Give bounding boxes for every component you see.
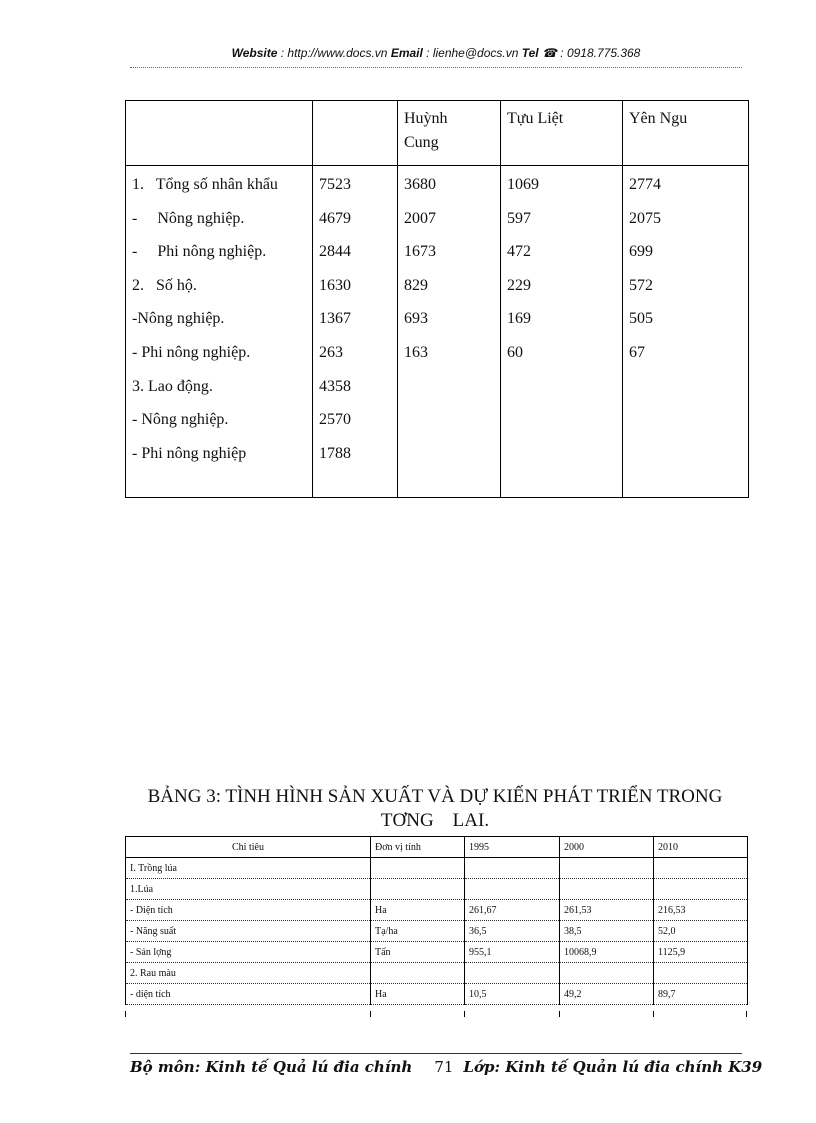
- table-cell: 169: [507, 310, 531, 328]
- table-cell: 36,5: [465, 921, 560, 942]
- table-cell: 89,7: [654, 984, 748, 1005]
- total-column: [313, 166, 398, 498]
- table-cell: 10,5: [465, 984, 560, 1005]
- table-row: [126, 963, 748, 984]
- table-cell: 955,1: [465, 942, 560, 963]
- table-cell: 2. Số hộ.: [132, 276, 197, 294]
- production-table-header: [126, 837, 748, 858]
- tel-label: Tel: [521, 46, 539, 60]
- table-cell: - Phi nông nghiệp.: [132, 243, 267, 261]
- email-label: Email: [390, 46, 423, 60]
- population-table-body: [126, 166, 749, 498]
- table-cell: 261,53: [560, 900, 654, 921]
- table-cell: 4679: [319, 209, 351, 227]
- table-cell: I. Trồng lúa: [126, 858, 371, 879]
- table-cell: Tấn: [371, 942, 465, 963]
- header-divider: [130, 67, 742, 68]
- table-cell: 2075: [629, 209, 661, 227]
- table-cell: 505: [629, 310, 653, 328]
- indicator-column: [126, 166, 313, 498]
- tuu-liet-column: [501, 166, 623, 498]
- footer-divider: [130, 1053, 742, 1054]
- table-cell: 38,5: [560, 921, 654, 942]
- footer-department: Bộ môn: Kinh tế Quả lú đia chính: [130, 1058, 413, 1076]
- table-cell: 693: [404, 310, 428, 328]
- table-row: [126, 984, 748, 1005]
- table-cell: 67: [629, 343, 645, 361]
- table-cell: 10068,9: [560, 942, 654, 963]
- table-cell: 699: [629, 243, 653, 261]
- table-cell: 1.Lúa: [126, 879, 371, 900]
- table-row: [126, 879, 748, 900]
- table-cell: Ha: [371, 984, 465, 1005]
- table-cell: [371, 879, 465, 900]
- table-cell: - Nông nghiệp.: [132, 411, 229, 429]
- table-cell: - Năng suất: [126, 921, 371, 942]
- table-cell: [560, 858, 654, 879]
- table-row: [126, 900, 748, 921]
- table-cell: 1. Tổng số nhân khẩu: [132, 176, 278, 193]
- header-cell: 2000: [560, 837, 654, 858]
- table-cell: - diện tích: [126, 984, 371, 1005]
- table-cell: 597: [507, 209, 531, 227]
- page-header: [130, 46, 742, 68]
- table-row: [126, 942, 748, 963]
- phone-icon: ☎: [541, 46, 557, 60]
- table-cell: [371, 963, 465, 984]
- table-cell: 2570: [319, 411, 351, 429]
- table-cell: 1630: [319, 276, 351, 294]
- header-cell: Yên Ngu: [623, 101, 749, 166]
- table-cell: - Sản lợng: [126, 942, 371, 963]
- page-number: 71: [434, 1058, 454, 1076]
- table-cell: 52,0: [654, 921, 748, 942]
- header-cell: 1995: [465, 837, 560, 858]
- table-cell: - Phi nông nghiệp: [132, 444, 247, 462]
- table-cell: -Nông nghiệp.: [132, 310, 225, 328]
- header-cell: 2010: [654, 837, 748, 858]
- header-cell: Chỉ tiêu: [126, 837, 371, 858]
- table-row: [126, 921, 748, 942]
- table3-title-line2: TƠNG LAI.: [380, 810, 490, 831]
- table3-title: [120, 785, 750, 833]
- tel-value: : 0918.775.368: [556, 46, 641, 60]
- table-cell: [465, 858, 560, 879]
- population-table-header: [126, 101, 749, 166]
- table-cell: 263: [319, 343, 343, 361]
- population-table: [125, 100, 749, 498]
- table-cell: 1125,9: [654, 942, 748, 963]
- table-cell: 572: [629, 276, 653, 294]
- table-cell: [654, 963, 748, 984]
- table-cell: [465, 879, 560, 900]
- table-cell: 1673: [404, 243, 436, 261]
- table-cell: 1788: [319, 444, 351, 462]
- table3-title-line1: BẢNG 3: TÌNH HÌNH SẢN XUẤT VÀ DỰ KIẾN PHÁT TRIỂN TRONG: [147, 786, 723, 807]
- website-value: : http://www.docs.vn: [277, 46, 391, 60]
- table-cell: Tạ/ha: [371, 921, 465, 942]
- huynh-cung-column: [398, 166, 501, 498]
- footer-class: Lớp: Kinh tế Quản lú đia chính K39: [463, 1058, 763, 1076]
- yen-ngu-column: [623, 166, 749, 498]
- table-cell: [654, 858, 748, 879]
- table-cell: - Phi nông nghiệp.: [132, 343, 251, 361]
- table-cell: 1069: [507, 176, 539, 193]
- table-cell: [465, 963, 560, 984]
- header-cell: Tựu Liệt: [501, 101, 623, 166]
- table-cell: Ha: [371, 900, 465, 921]
- table-cell: - Nông nghiệp.: [132, 209, 245, 227]
- header-cell: Huỳnh Cung: [398, 101, 501, 166]
- table-cell: 163: [404, 343, 428, 361]
- table-cell: 472: [507, 243, 531, 261]
- table-cell: 229: [507, 276, 531, 294]
- table-row: [126, 858, 748, 879]
- table-cell: [560, 963, 654, 984]
- table-cell: - Diện tích: [126, 900, 371, 921]
- table-cell: 2774: [629, 176, 661, 193]
- production-table: [125, 836, 748, 1005]
- website-label: Website: [231, 46, 278, 60]
- table-cell: 3. Lao động.: [132, 377, 213, 395]
- table-cell: 1367: [319, 310, 351, 328]
- header-cell: [126, 101, 313, 166]
- table-cell: 60: [507, 343, 523, 361]
- header-cell: Đơn vị tính: [371, 837, 465, 858]
- table-cell: 4358: [319, 377, 351, 395]
- table-cell: 49,2: [560, 984, 654, 1005]
- table-cell: [560, 879, 654, 900]
- table-cell: 2844: [319, 243, 351, 261]
- table-cell: [654, 879, 748, 900]
- table-cell: 829: [404, 276, 428, 294]
- table-cell: 261,67: [465, 900, 560, 921]
- table-cell: 3680: [404, 176, 436, 193]
- table-cell: 2. Rau màu: [126, 963, 371, 984]
- table-cell: 216,53: [654, 900, 748, 921]
- page-footer: [130, 1058, 763, 1076]
- email-value: : lienhe@docs.vn: [422, 46, 522, 60]
- header-cell: [313, 101, 398, 166]
- table-cell: [371, 858, 465, 879]
- table-cell: 2007: [404, 209, 436, 227]
- table-cell: 7523: [319, 176, 351, 193]
